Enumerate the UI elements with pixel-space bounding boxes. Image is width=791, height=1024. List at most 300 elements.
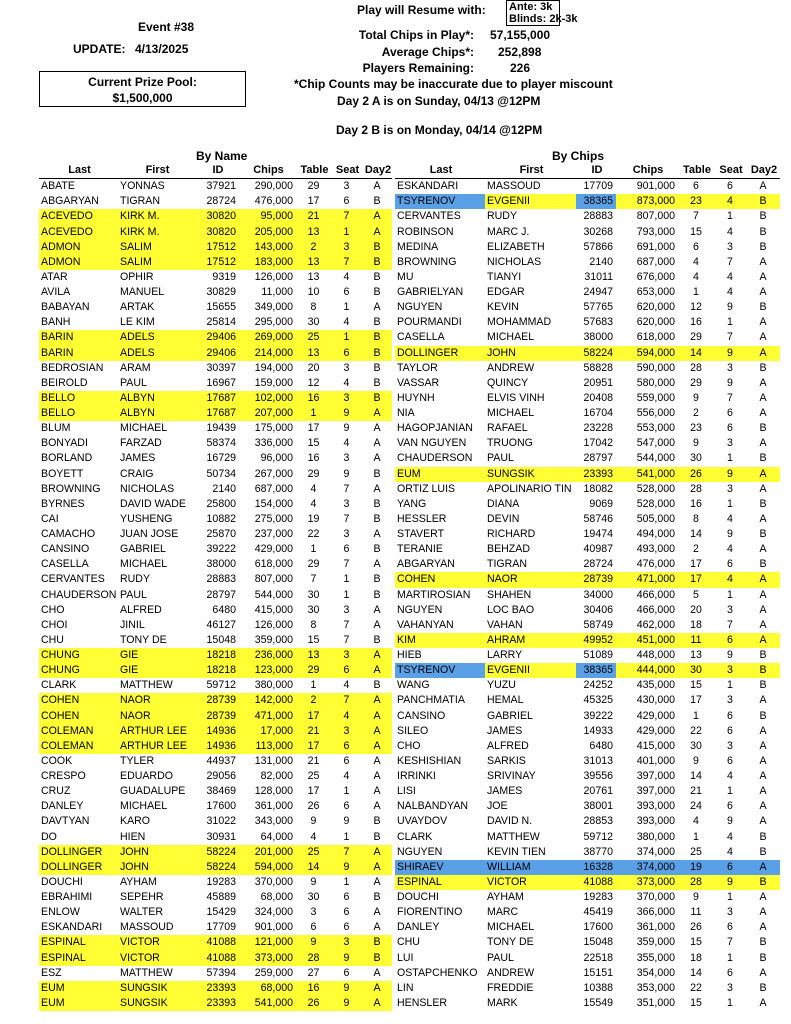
by-chips-cell-chips: 361,000	[636, 921, 675, 934]
by-name-col-table: Table	[296, 163, 331, 179]
by-chips-cell-id: 28797	[583, 452, 613, 465]
by-name-row	[39, 225, 392, 240]
by-chips-cell-day2: A	[759, 770, 767, 783]
by-chips-cell-seat: 3	[727, 739, 733, 752]
by-name-cell-last: ESPINAL	[39, 951, 118, 966]
by-chips-cell-chips: 528,000	[636, 497, 675, 510]
by-name-cell-chips: 121,000	[239, 935, 296, 950]
by-chips-cell-first: MARK	[487, 996, 518, 1009]
by-chips-cell-first: JAMES	[487, 724, 523, 737]
by-chips-cell-first: MICHAEL	[487, 407, 535, 420]
by-name-cell-first: ALBYN	[118, 406, 195, 421]
by-chips-cell-table: 11	[690, 906, 702, 919]
by-name-cell-chips: 373,000	[239, 951, 296, 966]
by-chips-cell-last: CASELLA	[397, 331, 445, 344]
by-name-row	[39, 799, 392, 814]
by-name-cell-first: JINIL	[120, 618, 145, 631]
by-chips-cell-chips: 451,000	[616, 633, 678, 648]
by-chips-row	[395, 467, 780, 482]
by-chips-cell-chips: 397,000	[636, 770, 675, 783]
by-chips-cell-chips: 594,000	[616, 346, 678, 361]
by-name-cell-chips: 237,000	[254, 528, 293, 541]
by-chips-cell-first: QUINCY	[487, 376, 529, 389]
players-remaining-label: Players Remaining:	[362, 61, 474, 75]
by-chips-cell-seat: 9	[727, 815, 733, 828]
by-name-cell-day2: A	[373, 618, 381, 631]
by-name-row	[39, 240, 392, 255]
by-chips-cell-last: COHEN	[395, 572, 485, 587]
by-chips-cell-table: 28	[690, 482, 702, 495]
by-chips-col-first: First	[485, 163, 576, 179]
by-chips-cell-first: BEHZAD	[487, 543, 530, 556]
resume-label: Play will Resume with:	[357, 3, 486, 17]
by-chips-cell-last: VAHANYAN	[397, 618, 454, 631]
by-name-row	[39, 391, 392, 406]
by-chips-row	[395, 951, 780, 966]
by-name-row	[39, 557, 392, 572]
by-chips-cell-first: JOE	[487, 800, 508, 813]
by-chips-row	[395, 270, 780, 285]
by-chips-cell-id: 6480	[589, 739, 613, 752]
by-name-cell-chips: 95,000	[239, 209, 296, 224]
by-chips-cell-seat: 6	[727, 558, 733, 571]
by-chips-cell-chips: 374,000	[636, 845, 675, 858]
by-name-cell-id: 37921	[206, 180, 236, 193]
by-chips-body	[395, 179, 780, 1011]
by-chips-cell-id: 28853	[583, 815, 613, 828]
by-chips-cell-last: VASSAR	[397, 376, 440, 389]
by-name-cell-id: 45889	[206, 891, 236, 904]
by-name-cell-last: ABGARYAN	[41, 195, 99, 208]
total-chips-value: 57,155,000	[490, 28, 551, 42]
by-name-cell-seat: 3	[343, 452, 350, 465]
by-chips-cell-table: 23	[690, 422, 702, 435]
by-name-cell-first: TONY DE	[120, 633, 167, 646]
by-chips-cell-chips: 354,000	[636, 966, 675, 979]
by-chips-row	[395, 557, 780, 572]
by-name-cell-seat: 6	[343, 966, 350, 979]
by-name-cell-chips: 68,000	[260, 891, 293, 904]
by-name-cell-table: 3	[310, 906, 317, 919]
by-chips-cell-first: RAFAEL	[487, 422, 528, 435]
by-chips-cell-last: MARTIROSIAN	[397, 588, 471, 601]
by-name-row	[39, 285, 392, 300]
by-name-cell-last: ESPINAL	[39, 935, 118, 950]
by-chips-cell-id: 20951	[583, 376, 613, 389]
by-chips-cell-seat: 6	[727, 966, 733, 979]
by-name-col-seat: Seat	[331, 163, 362, 179]
by-name-row	[39, 693, 392, 708]
by-chips-cell-table: 30	[678, 663, 714, 678]
by-name-cell-last: COHEN	[39, 709, 118, 724]
by-name-cell-last: CANSINO	[41, 543, 90, 556]
by-chips-row	[395, 315, 780, 330]
by-name-cell-id: 17687	[195, 391, 239, 406]
by-chips-cell-seat: 3	[727, 694, 733, 707]
by-chips-cell-last: ESPINAL	[395, 875, 485, 890]
by-name-cell-id: 15429	[206, 906, 236, 919]
by-name-cell-first: CRAIG	[120, 467, 154, 480]
by-chips-cell-id: 41088	[576, 875, 616, 890]
by-name-cell-chips: 324,000	[254, 906, 293, 919]
by-name-cell-day2: A	[362, 663, 392, 678]
by-name-cell-seat: 9	[331, 951, 362, 966]
by-chips-cell-day2: B	[759, 452, 767, 465]
by-chips-cell-seat: 1	[727, 951, 733, 964]
by-name-cell-first: YUSHENG	[120, 512, 173, 525]
by-chips-cell-chips: 620,000	[636, 316, 675, 329]
by-chips-cell-seat: 7	[727, 331, 733, 344]
by-chips-cell-id: 45325	[583, 694, 613, 707]
by-name-cell-id: 17512	[195, 240, 239, 255]
by-name-cell-seat: 3	[331, 240, 362, 255]
by-chips-cell-chips: 373,000	[616, 875, 678, 890]
by-name-row	[39, 194, 392, 209]
by-chips-cell-table: 9	[693, 754, 699, 767]
by-chips-cell-chips: 444,000	[616, 663, 678, 678]
by-chips-cell-table: 14	[690, 770, 702, 783]
by-name-cell-chips: 126,000	[254, 618, 293, 631]
by-name-cell-day2: B	[373, 830, 381, 843]
by-chips-cell-day2: A	[759, 739, 767, 752]
by-name-cell-id: 25870	[206, 528, 236, 541]
by-chips-cell-day2: B	[759, 679, 767, 692]
by-chips-cell-seat: 3	[727, 437, 733, 450]
by-chips-cell-id: 24252	[583, 679, 613, 692]
by-name-cell-seat: 4	[343, 679, 350, 692]
by-chips-cell-id: 57866	[583, 240, 613, 253]
by-name-cell-first: ALFRED	[120, 603, 162, 616]
by-name-cell-id: 28739	[195, 693, 239, 708]
by-name-cell-day2: B	[362, 346, 392, 361]
ante-value: Ante: 3k	[509, 1, 553, 13]
by-name-cell-table: 13	[296, 225, 331, 240]
by-name-cell-first: ARTHUR LEE	[118, 739, 195, 754]
by-name-cell-chips: 126,000	[254, 270, 293, 283]
by-chips-cell-day2: B	[759, 361, 767, 374]
by-name-cell-first: EDUARDO	[120, 770, 173, 783]
by-name-cell-id: 46127	[206, 618, 236, 631]
by-name-cell-first: MICHAEL	[120, 558, 168, 571]
by-name-cell-day2: B	[373, 633, 381, 646]
by-chips-cell-table: 9	[693, 437, 699, 450]
by-chips-cell-chips: 676,000	[636, 270, 675, 283]
by-chips-cell-seat: 7	[727, 936, 733, 949]
by-name-cell-last: CHUNG	[39, 663, 118, 678]
by-chips-cell-seat: 6	[727, 422, 733, 435]
by-name-cell-id: 58224	[195, 845, 239, 860]
by-chips-row	[395, 905, 780, 920]
by-chips-cell-last: NIA	[397, 407, 415, 420]
by-name-cell-id: 16967	[206, 376, 236, 389]
by-chips-cell-chips: 359,000	[636, 936, 675, 949]
by-name-cell-seat: 4	[343, 376, 350, 389]
by-name-row	[39, 361, 392, 376]
by-chips-cell-last: LUI	[397, 951, 414, 964]
by-name-row	[39, 467, 392, 482]
by-chips-cell-first: KEVIN TIEN	[487, 845, 546, 858]
by-chips-cell-last: HESSLER	[397, 512, 447, 525]
by-chips-cell-seat: 4	[727, 225, 733, 238]
by-name-cell-first: GUADALUPE	[120, 785, 186, 798]
by-name-cell-chips: 183,000	[239, 255, 296, 270]
by-name-cell-seat: 7	[331, 209, 362, 224]
by-name-cell-id: 15048	[206, 633, 236, 646]
by-chips-cell-seat: 3	[714, 663, 746, 678]
by-chips-cell-id: 17600	[583, 921, 613, 934]
by-name-cell-day2: A	[373, 770, 381, 783]
by-chips-cell-seat: 9	[714, 875, 746, 890]
by-chips-cell-seat: 9	[727, 376, 733, 389]
by-chips-cell-table: 29	[690, 376, 702, 389]
by-chips-cell-table: 22	[690, 981, 702, 994]
by-chips-cell-last: NGUYEN	[397, 301, 443, 314]
by-chips-cell-chips: 556,000	[636, 407, 675, 420]
by-name-cell-seat: 3	[343, 528, 350, 541]
by-name-cell-id: 30931	[206, 830, 236, 843]
by-chips-row	[395, 920, 780, 935]
by-name-cell-table: 13	[296, 346, 331, 361]
by-chips-cell-day2: A	[759, 407, 767, 420]
by-chips-cell-seat: 1	[727, 996, 733, 1009]
by-name-cell-day2: A	[373, 437, 381, 450]
by-name-row	[39, 845, 392, 860]
by-chips-cell-day2: B	[759, 936, 767, 949]
by-chips-cell-first: VAHAN	[487, 618, 523, 631]
by-name-cell-last: DOUCHI	[41, 875, 83, 888]
by-chips-cell-day2: A	[746, 860, 780, 875]
by-name-cell-seat: 3	[343, 361, 350, 374]
by-chips-cell-table: 7	[693, 210, 699, 223]
by-name-cell-last: ESKANDARI	[41, 921, 103, 934]
by-chips-cell-id: 31013	[583, 754, 613, 767]
by-chips-cell-chips: 494,000	[636, 528, 675, 541]
by-name-cell-id: 15655	[206, 301, 236, 314]
by-chips-cell-first: EDGAR	[487, 286, 525, 299]
by-chips-cell-table: 18	[690, 951, 702, 964]
by-chips-row	[395, 693, 780, 708]
by-chips-cell-day2: A	[759, 694, 767, 707]
by-name-cell-first: MATTHEW	[120, 966, 173, 979]
by-name-cell-table: 15	[307, 633, 320, 646]
by-name-cell-seat: 7	[331, 845, 362, 860]
by-chips-cell-table: 2	[693, 407, 699, 420]
by-name-row	[39, 860, 392, 875]
by-name-cell-first: HIEN	[120, 830, 146, 843]
by-chips-cell-day2: B	[746, 194, 780, 209]
by-chips-cell-seat: 6	[727, 724, 733, 737]
by-name-cell-id: 10882	[206, 512, 236, 525]
by-chips-cell-first: DAVID N.	[487, 815, 533, 828]
by-chips-cell-table: 15	[690, 679, 702, 692]
by-name-cell-chips: 214,000	[239, 346, 296, 361]
by-name-cell-day2: A	[362, 693, 392, 708]
by-chips-row	[395, 194, 780, 209]
by-name-cell-table: 16	[307, 452, 320, 465]
by-name-cell-day2: B	[373, 376, 381, 389]
by-chips-cell-seat: 9	[727, 301, 733, 314]
by-name-cell-table: 27	[307, 966, 320, 979]
by-chips-cell-table: 12	[690, 301, 702, 314]
average-chips-value: 252,898	[498, 45, 542, 59]
by-chips-cell-day2: A	[759, 906, 767, 919]
by-name-cell-last: EUM	[39, 981, 118, 996]
by-name-row	[39, 663, 392, 678]
by-name-cell-chips: 259,000	[254, 966, 293, 979]
by-name-cell-id: 30820	[195, 225, 239, 240]
by-name-cell-last: BELLO	[39, 406, 118, 421]
by-name-cell-first: SALIM	[118, 255, 195, 270]
by-name-row	[39, 830, 392, 845]
by-name-cell-chips: 429,000	[254, 543, 293, 556]
by-chips-row	[395, 346, 780, 361]
by-name-cell-first: MASSOUD	[120, 921, 174, 934]
by-chips-col-last: Last	[395, 163, 485, 179]
by-name-cell-last: BROWNING	[41, 482, 101, 495]
by-chips-row	[395, 996, 780, 1011]
by-chips-cell-last: VAN NGUYEN	[397, 437, 467, 450]
by-name-cell-table: 21	[307, 754, 320, 767]
by-name-cell-seat: 9	[343, 422, 350, 435]
by-chips-cell-seat: 1	[727, 588, 733, 601]
by-name-cell-first: MICHAEL	[120, 800, 168, 813]
by-chips-row	[395, 512, 780, 527]
by-chips-cell-chips: 580,000	[636, 376, 675, 389]
by-chips-cell-first: MATTHEW	[487, 830, 540, 843]
by-chips-cell-id: 51089	[583, 649, 613, 662]
by-chips-cell-table: 17	[690, 694, 702, 707]
by-name-cell-chips: 476,000	[254, 195, 293, 208]
by-name-cell-seat: 4	[343, 770, 350, 783]
by-chips-cell-id: 58749	[583, 618, 613, 631]
by-name-cell-day2: B	[373, 286, 381, 299]
by-chips-row	[395, 754, 780, 769]
by-chips-cell-chips: 528,000	[636, 482, 675, 495]
by-name-cell-table: 19	[307, 512, 320, 525]
by-chips-cell-day2: A	[759, 785, 767, 798]
by-chips-cell-first: EVGENII	[485, 194, 576, 209]
by-name-cell-id: 17709	[206, 921, 236, 934]
by-chips-cell-day2: A	[746, 467, 780, 482]
by-name-cell-table: 21	[296, 209, 331, 224]
by-chips-cell-id: 28883	[583, 210, 613, 223]
by-name-cell-id: 17600	[206, 800, 236, 813]
by-chips-cell-seat: 6	[714, 860, 746, 875]
by-name-cell-chips: 201,000	[239, 845, 296, 860]
by-chips-row	[395, 648, 780, 663]
by-chips-cell-day2: B	[759, 649, 767, 662]
by-chips-cell-id: 19474	[583, 528, 613, 541]
by-name-row	[39, 315, 392, 330]
by-name-cell-day2: B	[373, 316, 381, 329]
by-name-cell-chips: 82,000	[260, 770, 293, 783]
by-chips-cell-id: 16328	[576, 860, 616, 875]
by-name-cell-chips: 594,000	[239, 860, 296, 875]
by-name-cell-table: 4	[310, 830, 317, 843]
by-chips-cell-seat: 1	[727, 679, 733, 692]
by-chips-cell-seat: 6	[727, 709, 733, 722]
by-name-cell-table: 13	[296, 255, 331, 270]
by-chips-cell-chips: 691,000	[636, 240, 675, 253]
by-chips-cell-seat: 4	[714, 194, 746, 209]
by-name-cell-last: CHUNG	[39, 648, 118, 663]
by-chips-cell-id: 58828	[583, 361, 613, 374]
by-chips-cell-table: 14	[690, 966, 702, 979]
by-name-cell-table: 4	[310, 482, 317, 495]
by-chips-row	[395, 739, 780, 754]
by-chips-cell-table: 30	[690, 739, 702, 752]
by-chips-cell-day2: B	[759, 528, 767, 541]
by-chips-cell-seat: 9	[714, 467, 746, 482]
by-chips-cell-first: JAMES	[487, 785, 523, 798]
by-name-cell-seat: 1	[343, 785, 350, 798]
by-name-cell-chips: 17,000	[239, 724, 296, 739]
by-name-cell-first: TYLER	[120, 754, 155, 767]
by-chips-cell-table: 26	[678, 467, 714, 482]
by-chips-cell-day2: A	[759, 180, 767, 193]
by-chips-cell-id: 57765	[583, 301, 613, 314]
by-chips-row	[395, 981, 780, 996]
by-name-cell-seat: 6	[331, 663, 362, 678]
by-name-cell-seat: 6	[343, 286, 350, 299]
by-chips-row	[395, 255, 780, 270]
by-name-title: By Name	[196, 149, 248, 163]
by-chips-cell-last: TERANIE	[397, 543, 443, 556]
by-name-row	[39, 875, 392, 890]
by-name-row	[39, 376, 392, 391]
by-name-cell-id: 30829	[206, 286, 236, 299]
by-chips-cell-id: 38365	[576, 663, 616, 678]
by-name-cell-last: EBRAHIMI	[41, 891, 93, 904]
by-name-cell-day2: B	[373, 497, 381, 510]
by-name-cell-first: NICHOLAS	[120, 482, 175, 495]
by-name-cell-id: 17687	[195, 406, 239, 421]
by-name-cell-last: CHOI	[41, 618, 68, 631]
by-name-cell-first: SALIM	[118, 240, 195, 255]
by-name-cell-id: 17512	[195, 255, 239, 270]
by-chips-cell-seat: 4	[727, 770, 733, 783]
by-name-cell-id: 28724	[206, 195, 236, 208]
by-name-cell-first: ADELS	[118, 346, 195, 361]
by-name-cell-chips: 205,000	[239, 225, 296, 240]
by-name-cell-first: NAOR	[118, 709, 195, 724]
by-name-cell-chips: 96,000	[260, 452, 293, 465]
by-chips-cell-table: 8	[693, 512, 699, 525]
by-chips-row	[395, 724, 780, 739]
by-name-col-id: ID	[195, 163, 239, 179]
by-chips-row	[395, 890, 780, 905]
by-chips-cell-id: 24947	[583, 286, 613, 299]
by-name-cell-table: 28	[296, 951, 331, 966]
by-name-row	[39, 739, 392, 754]
by-chips-cell-chips: 429,000	[636, 724, 675, 737]
by-chips-cell-table: 15	[690, 936, 702, 949]
by-chips-cell-table: 5	[693, 588, 699, 601]
update-date: 4/13/2025	[135, 42, 189, 56]
by-name-row	[39, 709, 392, 724]
by-name-cell-first: ARAM	[120, 361, 151, 374]
by-name-row	[39, 421, 392, 436]
by-name-cell-seat: 4	[331, 709, 362, 724]
by-chips-cell-chips: 366,000	[636, 906, 675, 919]
by-name-cell-first: ADELS	[118, 330, 195, 345]
by-chips-cell-last: CLARK	[397, 830, 433, 843]
by-chips-cell-first: ELIZABETH	[487, 240, 545, 253]
by-name-cell-day2: A	[373, 301, 381, 314]
by-name-cell-table: 25	[296, 330, 331, 345]
by-chips-cell-table: 1	[693, 709, 699, 722]
by-chips-row	[395, 709, 780, 724]
